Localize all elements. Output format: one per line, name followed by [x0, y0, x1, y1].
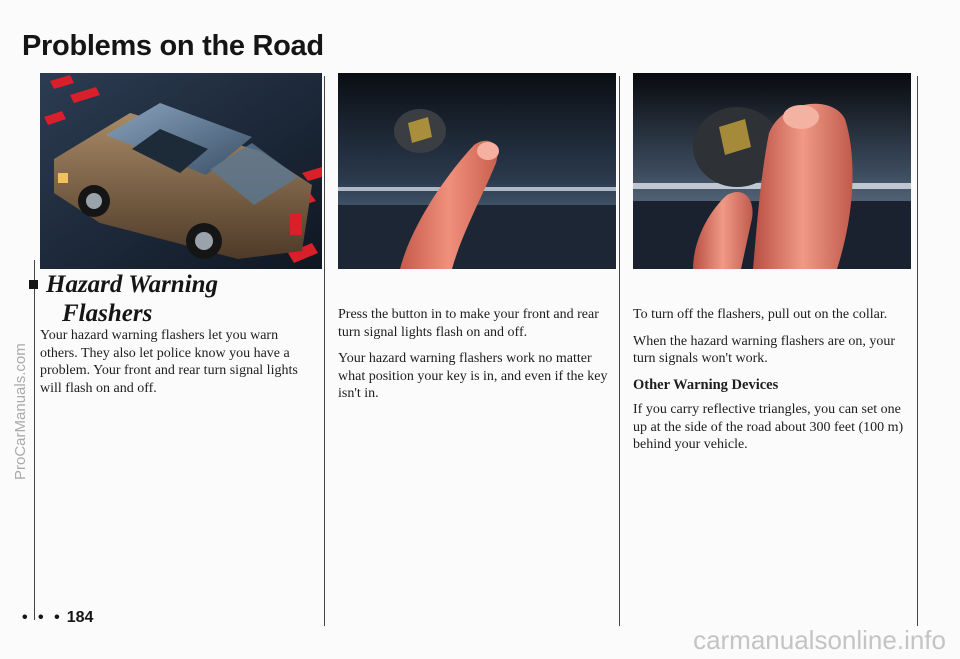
- hazard-button-press-photo: [338, 73, 616, 269]
- right-paragraph-1: To turn off the flashers, pull out on the collar.: [633, 307, 888, 322]
- page-number: 184: [66, 609, 94, 626]
- left-paragraph-1: Your hazard warning flashers let you warn others. They also let police know you have a problem. Your front and rear turn signal lights will flash on and off.: [40, 328, 298, 396]
- page-dots: • • •: [22, 609, 63, 626]
- column-divider-1: [324, 76, 325, 626]
- page-footer: [22, 609, 93, 627]
- section-heading: [34, 270, 218, 328]
- bottom-watermark: carmanualsonline.info: [693, 625, 946, 655]
- heading-bullet: [29, 280, 38, 289]
- right-paragraph-2: When the hazard warning flashers are on, your turn signals won't work.: [633, 333, 896, 366]
- middle-paragraph-1: Press the button in to make your front and rear turn signal lights flash on and off.: [338, 307, 599, 340]
- pull-collar-photo: [633, 73, 911, 269]
- page-title: Problems on the Road: [22, 30, 324, 62]
- other-warning-devices-heading: Other Warning Devices: [633, 376, 779, 393]
- column-divider-3: [917, 76, 918, 626]
- column-divider-2: [619, 76, 620, 626]
- heading-line-1: Hazard Warning: [46, 271, 219, 298]
- right-paragraph-3: If you carry reflective triangles, you can set one up at the side of the road about 300 feet (100 m) behind your vehicle.: [633, 402, 904, 452]
- middle-paragraph-2: Your hazard warning flashers work no matter what position your key is in, and even if the key isn't in.: [338, 351, 608, 401]
- car-hazard-photo: [40, 73, 322, 269]
- left-column: [40, 327, 308, 406]
- middle-column: [338, 306, 614, 412]
- right-column: [633, 306, 909, 463]
- side-watermark: ProCarManuals.com: [12, 343, 29, 480]
- heading-line-2: Flashers: [62, 300, 153, 327]
